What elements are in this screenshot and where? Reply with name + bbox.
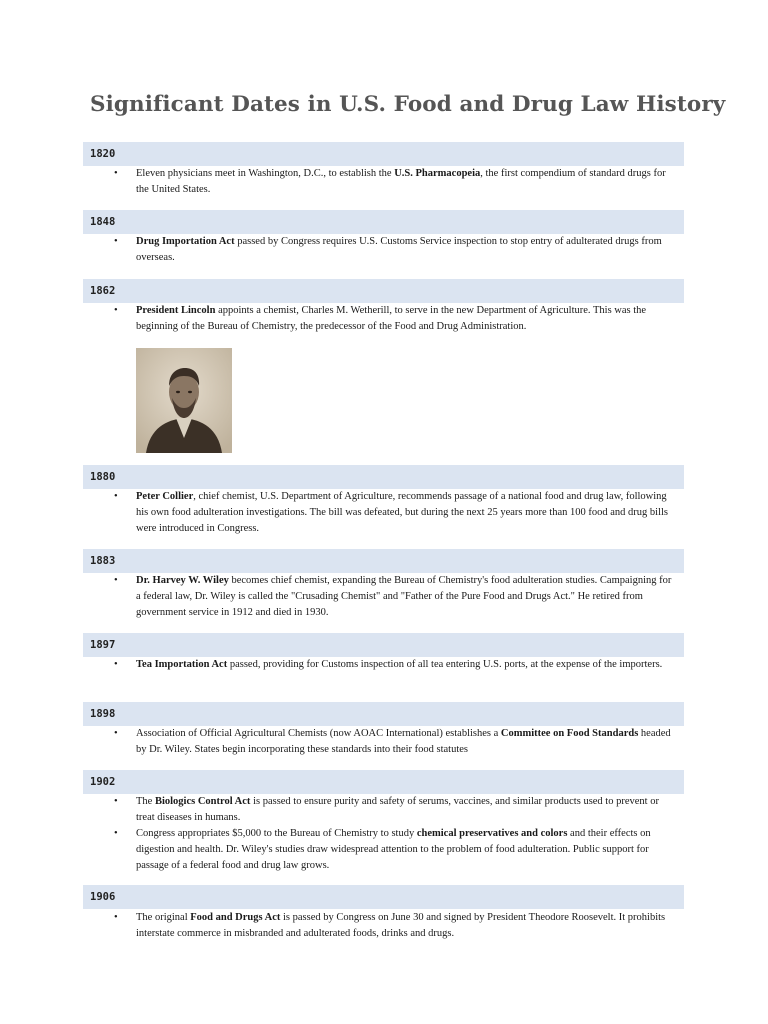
list-item xyxy=(114,794,674,826)
entry-list xyxy=(114,726,674,758)
portrait-icon xyxy=(136,348,232,453)
list-item xyxy=(114,573,674,621)
list-item xyxy=(114,657,674,673)
item-text-1: President Lincoln xyxy=(136,305,216,316)
entry-list xyxy=(114,910,674,942)
list-item xyxy=(114,489,674,537)
item-text-3: , the first compendium of standard drugs for the United States. xyxy=(136,168,666,195)
entry-list xyxy=(114,303,674,335)
year-header: 1883 xyxy=(83,549,684,573)
item-text-3: headed by Dr. Wiley. States begin incorporating these standards into their food statutes xyxy=(136,728,671,755)
item-text-1: Dr. Harvey W. Wiley xyxy=(136,575,229,586)
item-text-1: Peter Collier xyxy=(136,491,194,502)
entry-list xyxy=(114,573,674,621)
bullet-icon: • xyxy=(114,575,118,586)
entry-list xyxy=(114,234,674,266)
bullet-icon: • xyxy=(114,796,118,807)
item-text-2: becomes chief chemist, expanding the Bureau of Chemistry's food adulteration studies. Campaigning for a federal law, Dr. Wiley is called the "Crusading Chemist" and "Father of the Pure Food and Drugs Act." He retired from government service in 1912 and died in 1930. xyxy=(136,575,672,618)
bullet-icon: • xyxy=(114,236,118,247)
item-text-2: U.S. Pharmacopeia xyxy=(394,168,481,179)
portrait-photo xyxy=(136,348,232,453)
year-header: 1897 xyxy=(83,633,684,657)
year-header: 1906 xyxy=(83,885,684,909)
bullet-icon: • xyxy=(114,912,118,923)
bullet-icon: • xyxy=(114,828,118,839)
bullet-icon: • xyxy=(114,728,118,739)
year-header: 1848 xyxy=(83,210,684,234)
item-text-3: is passed by Congress on June 30 and signed by President Theodore Roosevelt. It prohibits interstate commerce in misbranded and adulterated foods, drinks and drugs. xyxy=(136,912,666,939)
item-text-1: Congress appropriates $5,000 to the Bureau of Chemistry to study xyxy=(136,828,417,839)
item-text-2: passed, providing for Customs inspection of all tea entering U.S. ports, at the expense of the importers. xyxy=(227,659,663,670)
list-item xyxy=(114,166,674,198)
item-text-2: chemical preservatives and colors xyxy=(416,828,568,839)
item-text-1: Eleven physicians meet in Washington, D.C., to establish the xyxy=(136,168,395,179)
year-header: 1820 xyxy=(83,142,684,166)
page-title: Significant Dates in U.S. Food and Drug Law History xyxy=(90,92,726,117)
item-text-1: Association of Official Agricultural Chemists (now AOAC International) establishes a xyxy=(136,728,501,739)
item-text-1: Tea Importation Act xyxy=(136,659,228,670)
item-text-2: appoints a chemist, Charles M. Wetherill, to serve in the new Department of Agriculture. This was the beginning of the Bureau of Chemistry, the predecessor of the Food and Drug Administration. xyxy=(136,305,647,332)
item-text-3: and their effects on digestion and health. Dr. Wiley's studies draw widespread attention to the problem of food adulteration. Public support for passage of a federal food and drug law grows. xyxy=(136,828,651,871)
bullet-icon: • xyxy=(114,168,118,179)
year-header: 1902 xyxy=(83,770,684,794)
list-item xyxy=(114,910,674,942)
list-item xyxy=(114,234,674,266)
year-header: 1898 xyxy=(83,702,684,726)
item-text-2: Committee on Food Standards xyxy=(500,728,639,739)
entry-list xyxy=(114,794,674,874)
list-item xyxy=(114,303,674,335)
year-header: 1862 xyxy=(83,279,684,303)
year-header: 1880 xyxy=(83,465,684,489)
item-text-2: Food and Drugs Act xyxy=(190,912,281,923)
list-item xyxy=(114,826,674,874)
entry-list xyxy=(114,657,674,673)
item-text-1: Drug Importation Act xyxy=(136,236,235,247)
item-text-2: Biologics Control Act xyxy=(154,796,251,807)
entry-list xyxy=(114,489,674,537)
bullet-icon: • xyxy=(114,305,118,316)
entry-list xyxy=(114,166,674,198)
bullet-icon: • xyxy=(114,659,118,670)
item-text-3: is passed to ensure purity and safety of serums, vaccines, and similar products used to prevent or treat diseases in humans. xyxy=(136,796,659,823)
item-text-2: passed by Congress requires U.S. Customs Service inspection to stop entry of adulterated drugs from overseas. xyxy=(136,236,662,263)
item-text-1: The xyxy=(136,796,155,807)
item-text-1: The original xyxy=(136,912,191,923)
list-item xyxy=(114,726,674,758)
bullet-icon: • xyxy=(114,491,118,502)
item-text-2: , chief chemist, U.S. Department of Agriculture, recommends passage of a national food and drug law, following his own food adulteration investigations. The bill was defeated, but during the next 25 years more than 100 food and drug bills were introduced in Congress. xyxy=(136,491,668,534)
